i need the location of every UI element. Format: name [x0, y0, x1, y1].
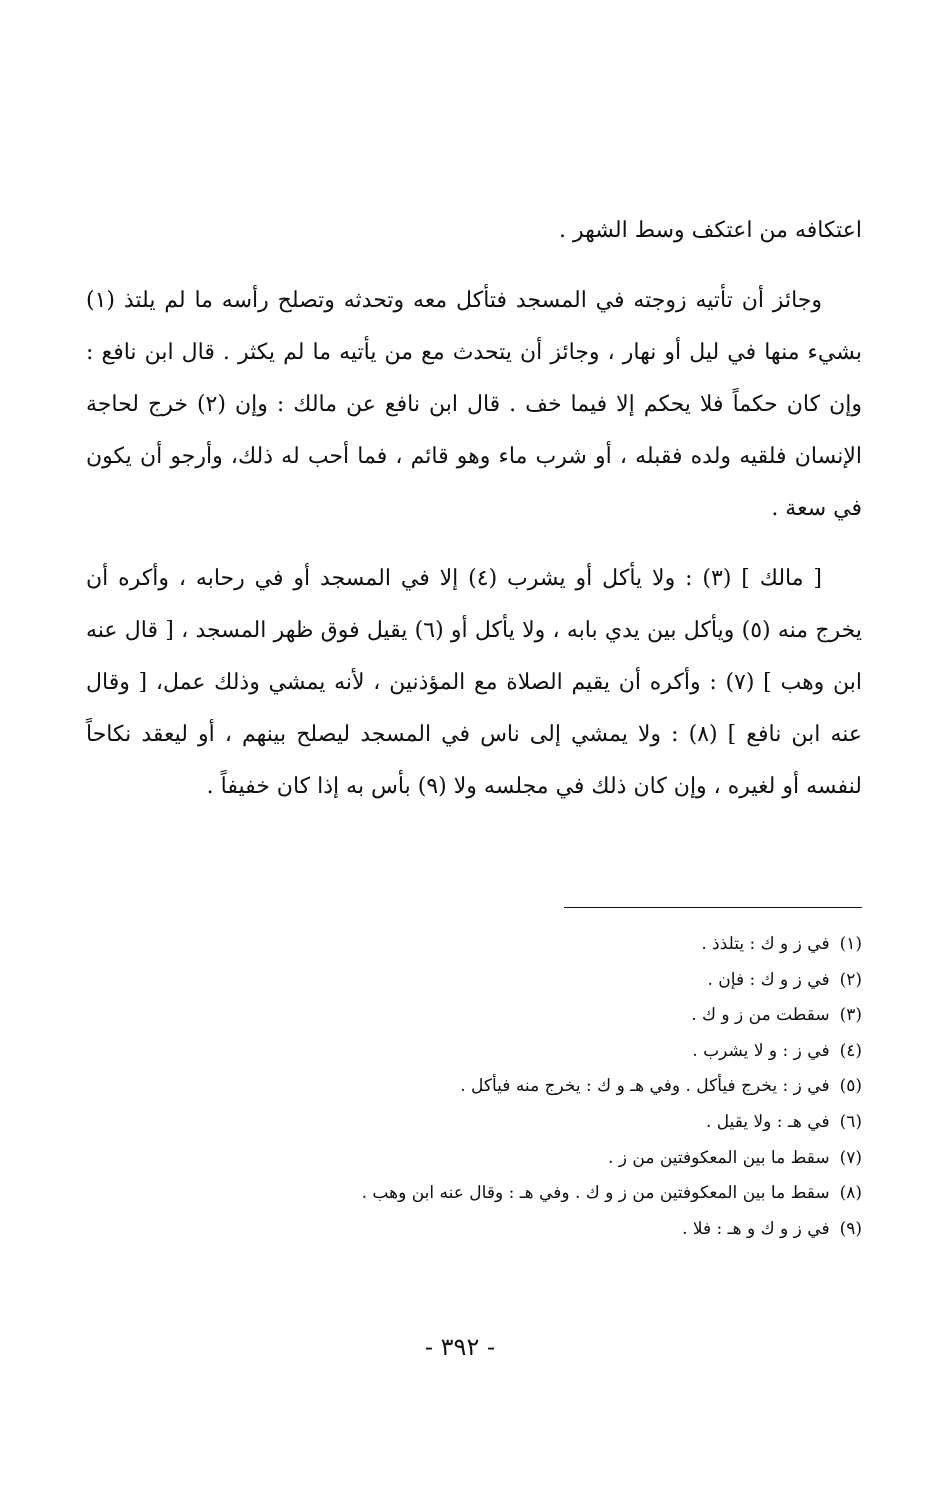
footnote-number: (٣)	[839, 1005, 862, 1026]
paragraph-wife-visit: وجائز أن تأتيه زوجته في المسجد فتأكل معه وتحدثه وتصلح رأسه ما لم يلتذ (١) بشيء منها في ليل أو نهار ، وجائز أن يتحدث مع من يأتيه ما لم يكثر . قال ابن نافع : وإن كان حكماً فلا يحكم إلا فيما خف . قال ابن نافع عن مالك : وإن (٢) خرج لحاجة الإنسان فلقيه ولده فقبله ، أو شرب ماء وهو قائم ، فما أحب له ذلك، وأرجو أن يكون في سعة .	[86, 288, 862, 521]
footnote-number: (٧)	[839, 1147, 862, 1168]
footnote-number: (٢)	[839, 969, 862, 990]
footnote-text: سقط ما بين المعكوفتين من ز و ك . وفي هـ : وقال عنه ابن وهب .	[361, 1183, 830, 1204]
footnote-item	[86, 1105, 862, 1141]
page-number: - ٣٩٢ -	[424, 1333, 496, 1361]
footnote-item	[86, 927, 862, 963]
paragraph-eating-in-mosque: [ مالك ] (٣) : ولا يأكل أو يشرب (٤) إلا في المسجد أو في رحابه ، وأكره أن يخرج منه (٥) ويأكل بين يدي بابه ، ولا يأكل أو (٦) يقيل فوق ظهر المسجد ، [ قال عنه ابن وهب ] (٧) : وأكره أن يقيم الصلاة مع المؤذنين ، لأنه يمشي وذلك عمل، [ وقال عنه ابن نافع ] (٨) : ولا يمشي إلى ناس في المسجد ليصلح بينهم ، أو ليعقد نكاحاً لنفسه أو لغيره ، وإن كان ذلك في مجلسه ولا (٩) بأس به إذا كان خفيفاً .	[86, 566, 863, 799]
footnote-number: (٦)	[839, 1111, 862, 1132]
footnote-text: سقطت من ز و ك .	[691, 1005, 830, 1026]
footnote-text: في ز : يخرج فيأكل . وفي هـ و ك : يخرج منه فيأكل .	[460, 1076, 830, 1097]
footnote-item	[86, 1141, 862, 1177]
footnote-number: (٤)	[839, 1040, 862, 1061]
footnotes-list	[86, 927, 862, 1247]
footnote-number: (٩)	[839, 1218, 862, 1239]
footnote-text: في ز و ك : فإن .	[707, 969, 830, 990]
footnote-item	[86, 1176, 862, 1212]
footnote-number: (١)	[839, 934, 862, 954]
footnote-number: (٨)	[839, 1183, 862, 1204]
footnote-text: في ز و ك و هـ : فلا .	[682, 1218, 830, 1239]
footnote-item	[86, 1212, 862, 1248]
footnote-item	[86, 1069, 862, 1105]
paragraph-continuation: اعتكافه من اعتكف وسط الشهر .	[559, 218, 862, 243]
footnote-item	[86, 998, 862, 1034]
footnote-item	[86, 1034, 862, 1070]
footnote-text: سقط ما بين المعكوفتين من ز .	[607, 1147, 830, 1168]
footnote-text: في ز : و لا يشرب .	[692, 1040, 830, 1061]
footnote-text: في ز و ك : يتلذذ .	[701, 934, 830, 954]
footnote-text: في هـ : ولا يقيل .	[705, 1111, 830, 1132]
main-text	[86, 205, 862, 831]
footnote-item	[86, 963, 862, 999]
footnote-divider	[564, 907, 862, 908]
footnote-number: (٥)	[839, 1076, 862, 1097]
